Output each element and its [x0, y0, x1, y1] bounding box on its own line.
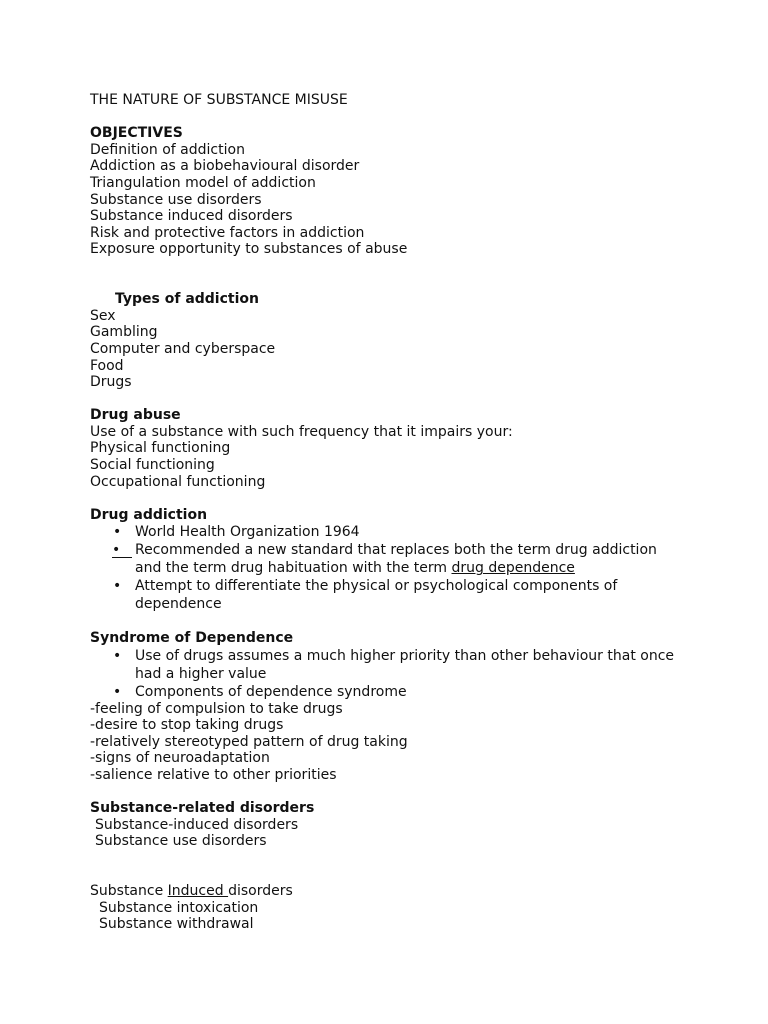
bullet-icon: •: [113, 683, 122, 700]
spacer: [90, 784, 690, 801]
bullet-icon: •: [112, 541, 132, 558]
bullet-text: Components of dependence syndrome: [135, 683, 407, 700]
substance-related-heading: Substance-related disorders: [90, 800, 315, 817]
types-list: [90, 308, 690, 391]
bullet-item: [113, 683, 690, 701]
list-item: -salience relative to other priorities: [90, 767, 337, 783]
bullet-icon: •: [113, 578, 122, 595]
heading-part: disorders: [228, 883, 293, 900]
list-item: -signs of neuroadaptation: [90, 750, 270, 767]
document-title: THE NATURE OF SUBSTANCE MISUSE: [90, 92, 348, 108]
list-item: Physical functioning: [90, 440, 231, 457]
list-item: Risk and protective factors in addiction: [90, 224, 365, 241]
spacer: [90, 258, 690, 291]
drug-abuse-list: [90, 440, 690, 490]
list-item: Triangulation model of addiction: [90, 174, 316, 191]
list-item: Exposure opportunity to substances of abuse: [90, 241, 408, 258]
bullet-text-part: and the term drug habituation with the term: [135, 560, 452, 577]
spacer: [90, 109, 690, 126]
list-item: -desire to stop taking drugs: [90, 717, 284, 734]
list-item: Occupational functioning: [90, 473, 266, 490]
bullet-icon: •: [113, 647, 122, 664]
document-page: [90, 92, 690, 933]
bullet-item: [112, 541, 690, 577]
list-item: -relatively stereotyped pattern of drug taking: [90, 733, 408, 750]
bullet-item: [113, 523, 690, 541]
syndrome-components-list: [90, 701, 690, 784]
bullet-text: Recommended a new standard that replaces both the term drug addiction: [135, 542, 657, 559]
bullet-text-continued: had a higher value: [135, 665, 267, 682]
spacer: [90, 850, 690, 883]
bullet-item: [113, 647, 690, 683]
drug-addiction-heading: Drug addiction: [90, 506, 208, 523]
syndrome-bullets: [90, 647, 690, 701]
list-item: Substance-induced disorders: [95, 816, 299, 833]
list-item: Substance use disorders: [90, 191, 262, 208]
bullet-text-continued: [135, 559, 690, 577]
objectives-list: [90, 142, 690, 258]
list-item: Gambling: [90, 324, 158, 341]
substance-induced-heading: [90, 883, 690, 900]
substance-induced-list: [90, 900, 690, 933]
list-item: Substance withdrawal: [99, 916, 254, 933]
drug-abuse-heading: Drug abuse: [90, 407, 181, 424]
underlined-term: drug dependence: [451, 560, 575, 577]
bullet-icon: •: [113, 524, 122, 541]
substance-related-list: [90, 817, 690, 850]
list-item: Substance induced disorders: [90, 208, 293, 225]
list-item: Computer and cyberspace: [90, 340, 276, 357]
syndrome-heading: Syndrome of Dependence: [90, 630, 294, 647]
list-item: Sex: [90, 307, 116, 324]
spacer: [90, 490, 690, 507]
list-item: Social functioning: [90, 457, 215, 474]
heading-part: Substance: [90, 883, 168, 900]
list-item: Addiction as a biobehavioural disorder: [90, 158, 360, 175]
bullet-text: Use of drugs assumes a much higher priority than other behaviour that once: [135, 647, 675, 664]
types-heading: Types of addiction: [115, 291, 259, 308]
objectives-heading: OBJECTIVES: [90, 125, 183, 142]
list-item: Substance intoxication: [99, 899, 259, 916]
drug-addiction-bullets: [90, 523, 690, 613]
bullet-item: [113, 577, 690, 613]
list-item: Food: [90, 357, 124, 374]
bullet-text: World Health Organization 1964: [135, 524, 360, 541]
underlined-term: Induced: [167, 883, 229, 900]
list-item: Drugs: [90, 374, 132, 391]
spacer: [90, 391, 690, 408]
spacer: [90, 613, 690, 630]
list-item: Substance use disorders: [95, 833, 267, 850]
list-item: Definition of addiction: [90, 141, 245, 158]
bullet-text-continued: dependence: [135, 596, 222, 613]
bullet-text: Attempt to differentiate the physical or psychological components of: [135, 578, 618, 595]
list-item: -feeling of compulsion to take drugs: [90, 700, 343, 717]
drug-abuse-intro: Use of a substance with such frequency that it impairs your:: [90, 423, 513, 440]
